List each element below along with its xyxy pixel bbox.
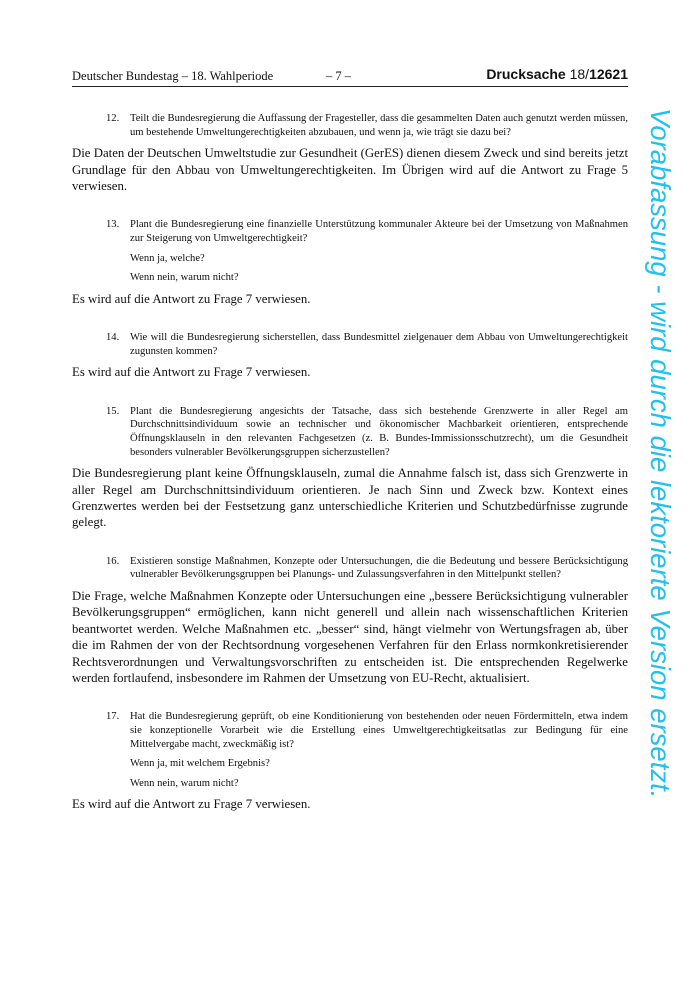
page-number: – 7 – [326,69,351,83]
question-subline: Wenn nein, warum nicht? [130,777,239,789]
question-number: 16. [106,555,120,567]
question-text: Wie will die Bundesregierung sicherstellen, dass Bundesmittel zielgenauer dem Abbau von Umweltungerechtigkeit zugunsten kommen? [130,332,628,357]
draft-watermark: Vorabfassung - wird durch die lektorierte Version ersetzt. [645,108,676,799]
document-period: 18/ [569,66,590,82]
document-number [486,66,628,82]
question-text: Existieren sonstige Maßnahmen, Konzepte oder Untersuchungen, die die Bedeutung und bessere Berücksichtigung vulnerabler Bevölkerungsgruppen bei Planungs- und Zulassungsverfahren in den Mittelpunkt stellen? [130,555,628,581]
question-number: 15. [106,405,120,417]
question-16 [106,555,628,582]
parliament-label: Deutscher Bundestag – 18. Wahlperiode [72,69,274,83]
document-body [72,112,628,813]
question-subline: Wenn ja, mit welchem Ergebnis? [130,758,270,770]
question-text: Plant die Bundesregierung eine finanzielle Unterstützung kommunaler Akteure bei der Umsetzung von Maßnahmen zur Steigerung von Umweltgerechtigkeit? [130,219,628,244]
question-12 [106,112,628,139]
question-17 [106,710,628,790]
question-number: 17. [106,711,120,723]
question-subline: Wenn nein, warum nicht? [130,272,239,284]
question-text: Hat die Bundesregierung geprüft, ob eine Konditionierung von bestehenden oder neuen Fördermitteln, etwa indem sie konzeptionelle Vorarbeit wie die Erstellung eines Umweltgerechtigkeitsatlas zur Bedingung für eine Mittelvergabe macht, zweckmäßig ist? [130,711,628,750]
answer-16: Die Frage, welche Maßnahmen Konzepte oder Untersuchungen eine „bessere Berücksichtigung vulnerabler Bevölkerungsgruppen“ ermöglichen, kann nicht generell und allein nach wissenschaftlichen Kriterien beantwortet werden. Welche Maßnahmen etc. „besser“ sind, hängt vielmehr von Wertungsfragen ab, über die im Rahmen der von der Rechtsordnung vorgesehenen Verfahren für den Erlass normkonkretisierender Rechtsverordnungen und Verwaltungsvorschriften zu entscheiden ist. Die entsprechenden Regelwerke werden fortlaufend, insbesondere im Rahmen der Umsetzung von EU-Recht, aktualisiert. [72,588,628,685]
question-subline: Wenn ja, welche? [130,252,205,264]
answer-12: Die Daten der Deutschen Umweltstudie zur Gesundheit (GerES) dienen diesem Zweck und sind bereits jetzt Grundlage für den Abbau von Umweltungerechtigkeiten. Im Übrigen wird auf die Antwort zu Frage 5 verwiesen. [72,146,628,193]
question-number: 12. [106,113,120,124]
document-id: 12621 [589,66,628,82]
question-14 [106,331,628,358]
question-15 [106,405,628,459]
answer-15: Die Bundesregierung plant keine Öffnungsklauseln, zumal die Annahme falsch ist, dass sich Grenzwerte in aller Regel am Durchschnittsindividuum orientieren. Je nach Sinn und Zweck bzw. Kontext eines Grenzwertes werden bei der Festsetzung ganz unterschiedliche Kriterien und Schutzbedürfnisse zugrunde gelegt. [72,466,628,530]
question-13 [106,218,628,284]
answer-17: Es wird auf die Antwort zu Frage 7 verwiesen. [72,797,311,812]
question-number: 14. [106,332,120,344]
answer-14: Es wird auf die Antwort zu Frage 7 verwiesen. [72,365,311,380]
document-label: Drucksache [486,66,566,82]
question-text: Teilt die Bundesregierung die Auffassung der Fragesteller, dass die gesammelten Daten auch genutzt werden müssen, um bestehende Umweltungerechtigkeiten abzubauen, und wenn ja, wie trägt sie dazu bei? [130,113,628,138]
question-number: 13. [106,219,120,231]
answer-13: Es wird auf die Antwort zu Frage 7 verwiesen. [72,291,311,306]
question-text: Plant die Bundesregierung angesichts der Tatsache, dass sich bestehende Grenzwerte in aller Regel am Durchschnittsindividuum sowie an technischer und ökonomischer Machbarkeit orientieren, entsprechende Öffnungsklauseln in den relevanten Fachgesetzen (z. B. Bundes-Immissionsschutzrecht), um die Gesundheit besonders vulnerabler Bevölkerungsgruppen sicherzustellen? [130,405,628,458]
page-header [72,66,628,87]
